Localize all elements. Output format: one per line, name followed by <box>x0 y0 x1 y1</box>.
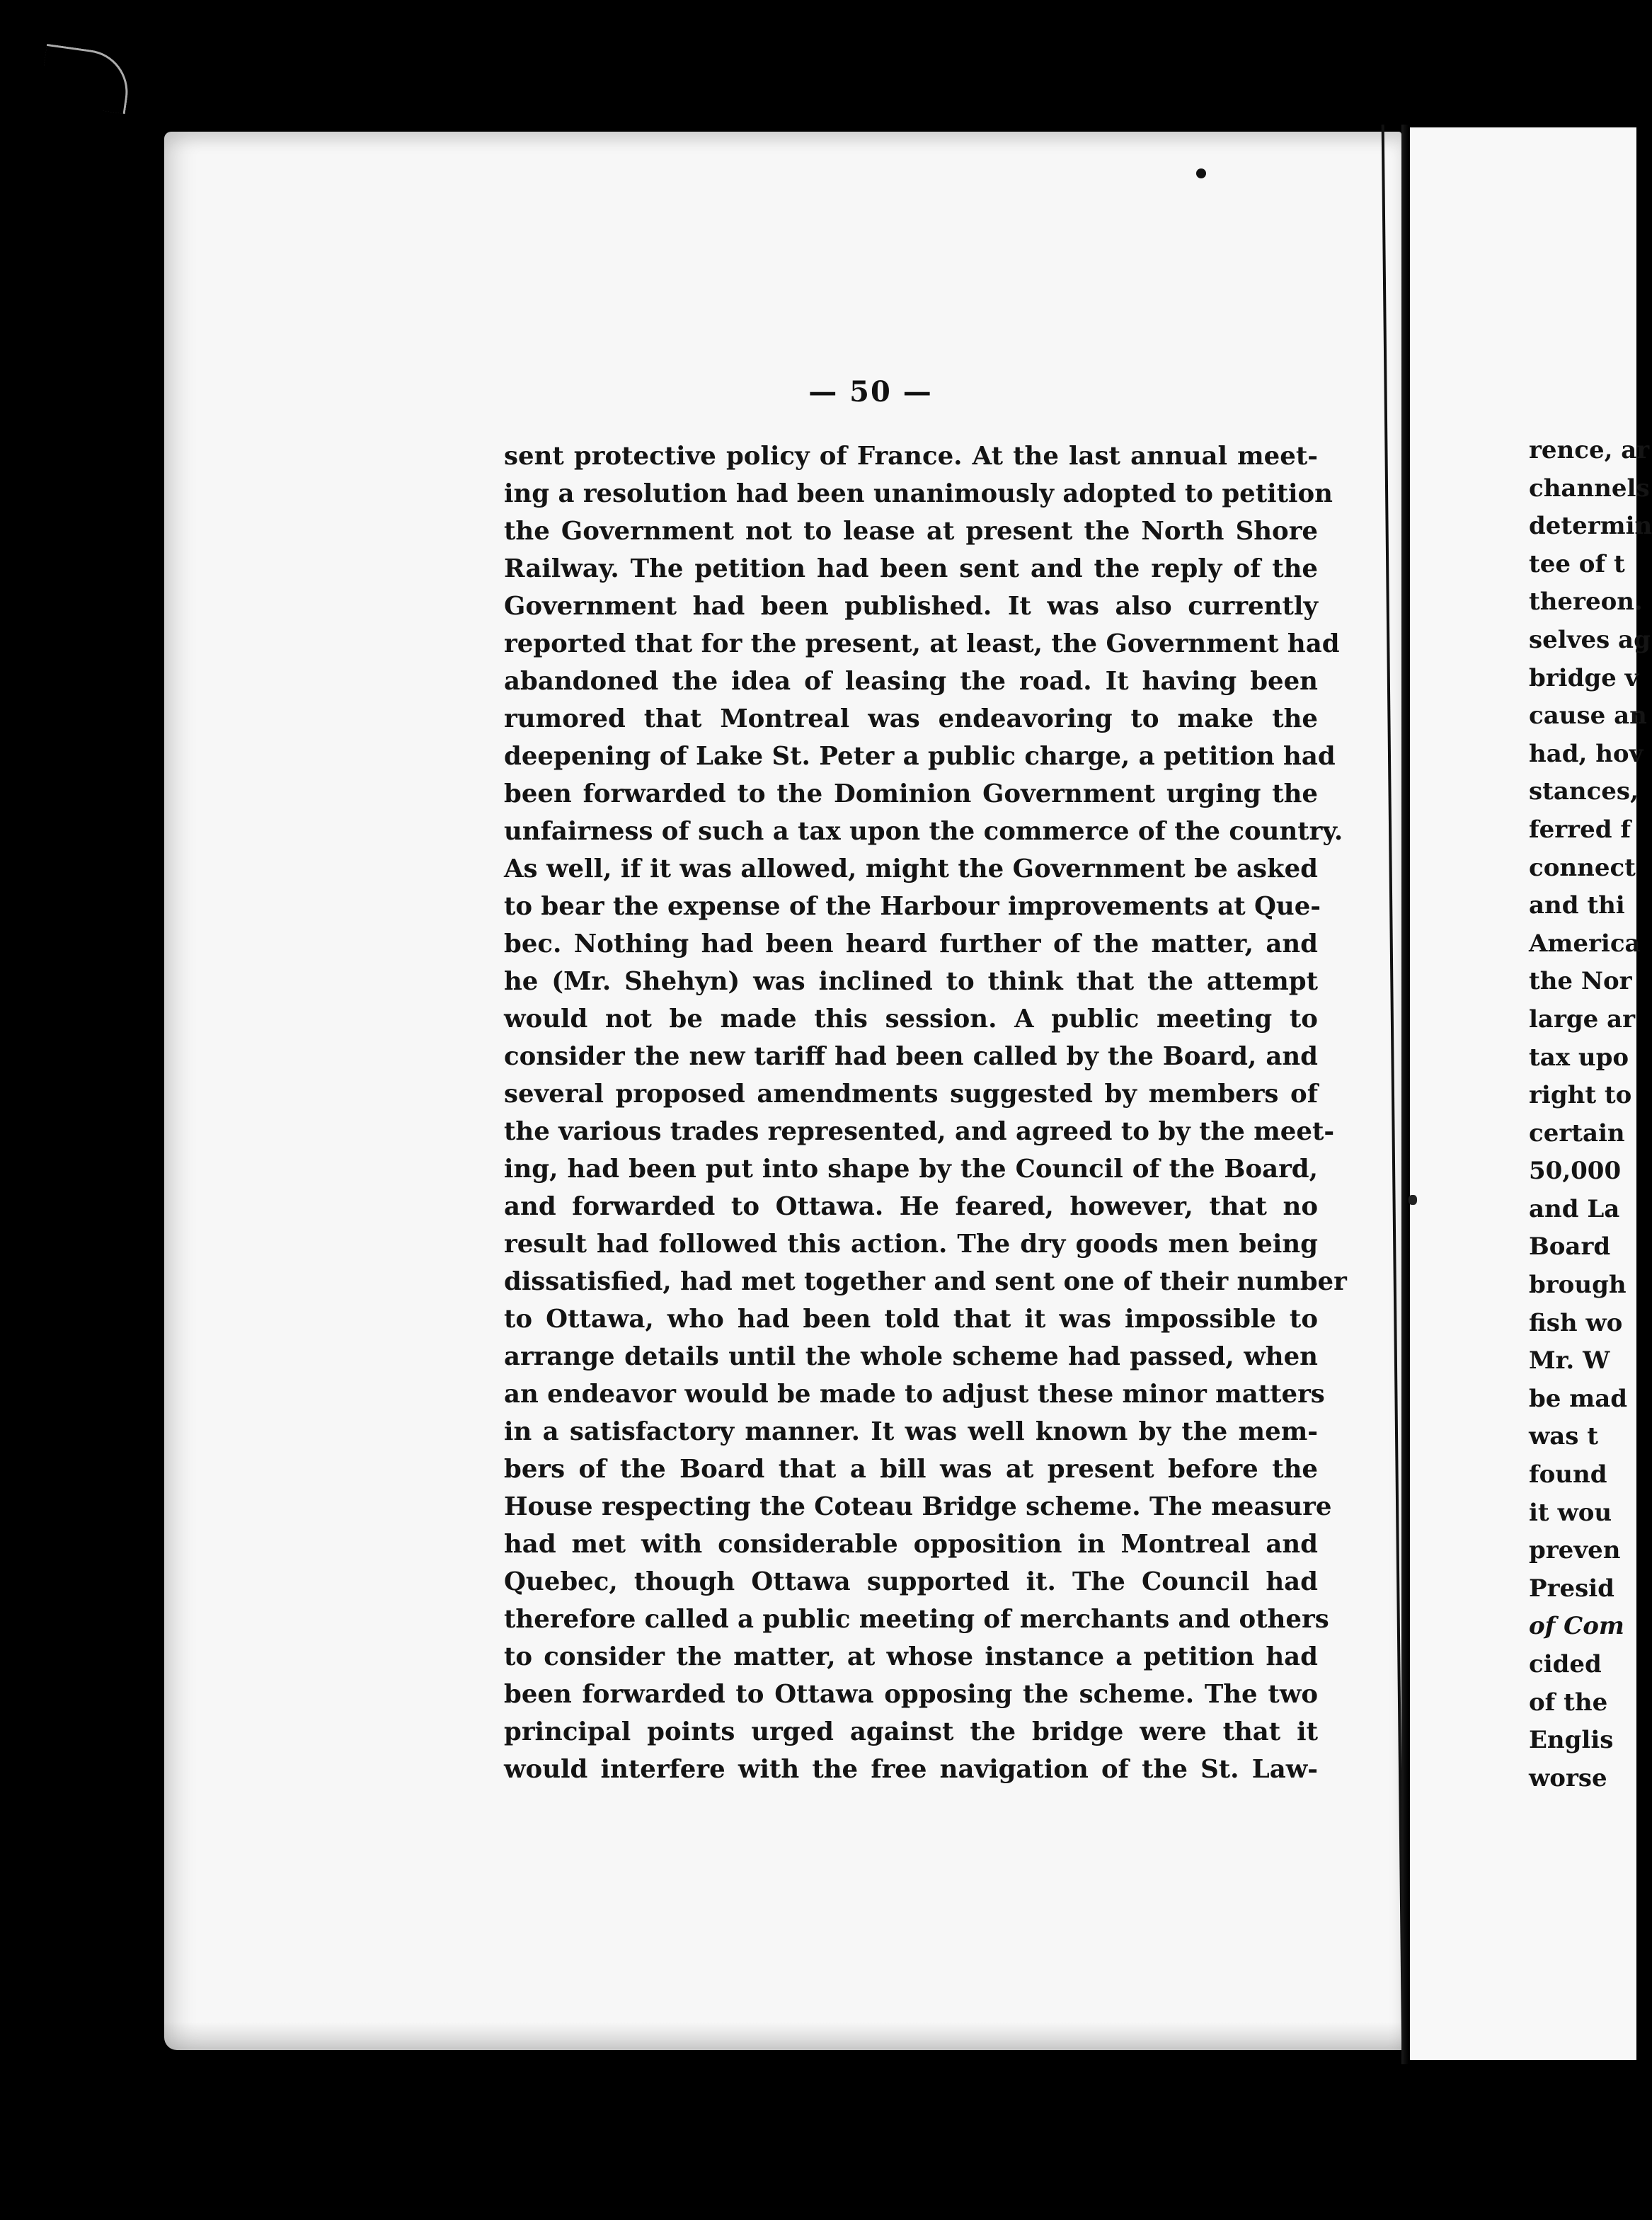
text-line: ing a resolution had been unanimously adopted to petition <box>504 479 1333 508</box>
text-line: certain <box>1529 1118 1625 1148</box>
text-line: preven <box>1529 1536 1621 1565</box>
text-line: deepening of Lake St. Peter a public charge, a petition had <box>504 742 1336 771</box>
text-line: 50,000 <box>1529 1157 1622 1186</box>
text-line: large ar <box>1529 1005 1636 1034</box>
text-line: it wou <box>1529 1498 1612 1527</box>
text-line: would interfere with the free navigation of the St. Law- <box>504 1755 1318 1784</box>
text-line: worse <box>1529 1763 1607 1792</box>
gutter-shadow <box>1401 125 1409 2064</box>
text-line: stances, <box>1529 777 1639 806</box>
text-line: an endeavor would be made to adjust these minor matters <box>504 1380 1325 1409</box>
text-line: House respecting the Coteau Bridge scheme. The measure <box>504 1492 1332 1521</box>
text-line: reported that for the present, at least, the Government had <box>504 629 1340 658</box>
text-line: been forwarded to Ottawa opposing the scheme. The two <box>504 1680 1318 1709</box>
text-line: of Com <box>1529 1612 1624 1641</box>
text-line: bridge v <box>1529 663 1639 692</box>
text-line: had met with considerable opposition in Montreal and <box>504 1530 1318 1559</box>
text-line: bers of the Board that a bill was at present before the <box>504 1455 1318 1484</box>
ink-speck <box>1409 1195 1417 1205</box>
text-line: connect <box>1529 853 1636 882</box>
text-line: in a satisfactory manner. It was well known by the mem- <box>504 1417 1318 1446</box>
text-line: and thi <box>1529 891 1625 920</box>
text-line: America <box>1529 929 1641 958</box>
text-line: ferred f <box>1529 815 1631 844</box>
text-line: to bear the expense of the Harbour improvements at Que- <box>504 892 1321 921</box>
text-line: rumored that Montreal was endeavoring to make the <box>504 704 1318 733</box>
text-line: consider the new tariff had been called by the Board, and <box>504 1042 1318 1071</box>
text-line: he (Mr. Shehyn) was inclined to think that the attempt <box>504 967 1318 996</box>
text-line: Board <box>1529 1232 1611 1261</box>
text-line: selves ag <box>1529 625 1651 654</box>
ink-dot <box>1196 168 1206 178</box>
text-line: to consider the matter, at whose instance a petition had <box>504 1642 1318 1671</box>
text-line: rence, ar <box>1529 436 1650 464</box>
text-line: Presid <box>1529 1574 1614 1603</box>
left-page-text <box>504 437 1347 1788</box>
text-line: Englis <box>1529 1726 1614 1755</box>
text-line: be mad <box>1529 1384 1628 1413</box>
text-line: tax upo <box>1529 1043 1629 1072</box>
text-line: As well, if it was allowed, might the Government be asked <box>504 854 1318 883</box>
text-line: the Government not to lease at present the North Shore <box>504 517 1318 546</box>
text-line: fish wo <box>1529 1308 1623 1337</box>
text-line: arrange details until the whole scheme had passed, when <box>504 1342 1318 1371</box>
text-line: channels <box>1529 474 1650 503</box>
text-line: cause an <box>1529 702 1647 731</box>
text-line: cided <box>1529 1650 1602 1678</box>
text-line: abandoned the idea of leasing the road. It having been <box>504 667 1318 696</box>
text-line: right to <box>1529 1081 1632 1110</box>
text-line: been forwarded to the Dominion Government urging the <box>504 779 1318 808</box>
text-line: and La <box>1529 1194 1620 1223</box>
text-line: Railway. The petition had been sent and the reply of the <box>504 554 1318 583</box>
text-line: principal points urged against the bridge were that it <box>504 1717 1318 1746</box>
text-line: to Ottawa, who had been told that it was impossible to <box>504 1305 1318 1334</box>
text-line: found <box>1529 1460 1607 1489</box>
text-line: Quebec, though Ottawa supported it. The Council had <box>504 1567 1318 1596</box>
text-line: unfairness of such a tax upon the commerce of the country. <box>504 817 1343 846</box>
text-line: the various trades represented, and agreed to by the meet- <box>504 1117 1335 1146</box>
text-line: sent protective policy of France. At the last annual meet- <box>504 442 1318 471</box>
text-line: was t <box>1529 1422 1598 1451</box>
text-line: several proposed amendments suggested by members of <box>504 1080 1318 1109</box>
right-page-text <box>1529 432 1652 1797</box>
text-line: the Nor <box>1529 967 1632 996</box>
text-line: and forwarded to Ottawa. He feared, however, that no <box>504 1192 1318 1221</box>
text-line: Government had been published. It was also currently <box>504 592 1318 621</box>
text-line: would not be made this session. A public meeting to <box>504 1005 1318 1034</box>
text-line: of the <box>1529 1688 1608 1717</box>
corner-fold-mark <box>39 44 133 114</box>
text-line: thereon. <box>1529 588 1643 617</box>
text-line: had, hov <box>1529 739 1644 768</box>
text-line: Mr. W <box>1529 1346 1610 1375</box>
text-line: bec. Nothing had been heard further of the matter, and <box>504 929 1318 959</box>
text-line: ing, had been put into shape by the Council of the Board, <box>504 1155 1318 1184</box>
text-line: result had followed this action. The dry goods men being <box>504 1230 1318 1259</box>
text-line: brough <box>1529 1271 1627 1300</box>
page-number: — 50 — <box>808 375 933 408</box>
text-line: tee of t <box>1529 549 1625 578</box>
text-line: therefore called a public meeting of merchants and others <box>504 1605 1329 1634</box>
text-line: determin <box>1529 512 1652 541</box>
text-line: dissatisfied, had met together and sent one of their number <box>504 1267 1347 1296</box>
